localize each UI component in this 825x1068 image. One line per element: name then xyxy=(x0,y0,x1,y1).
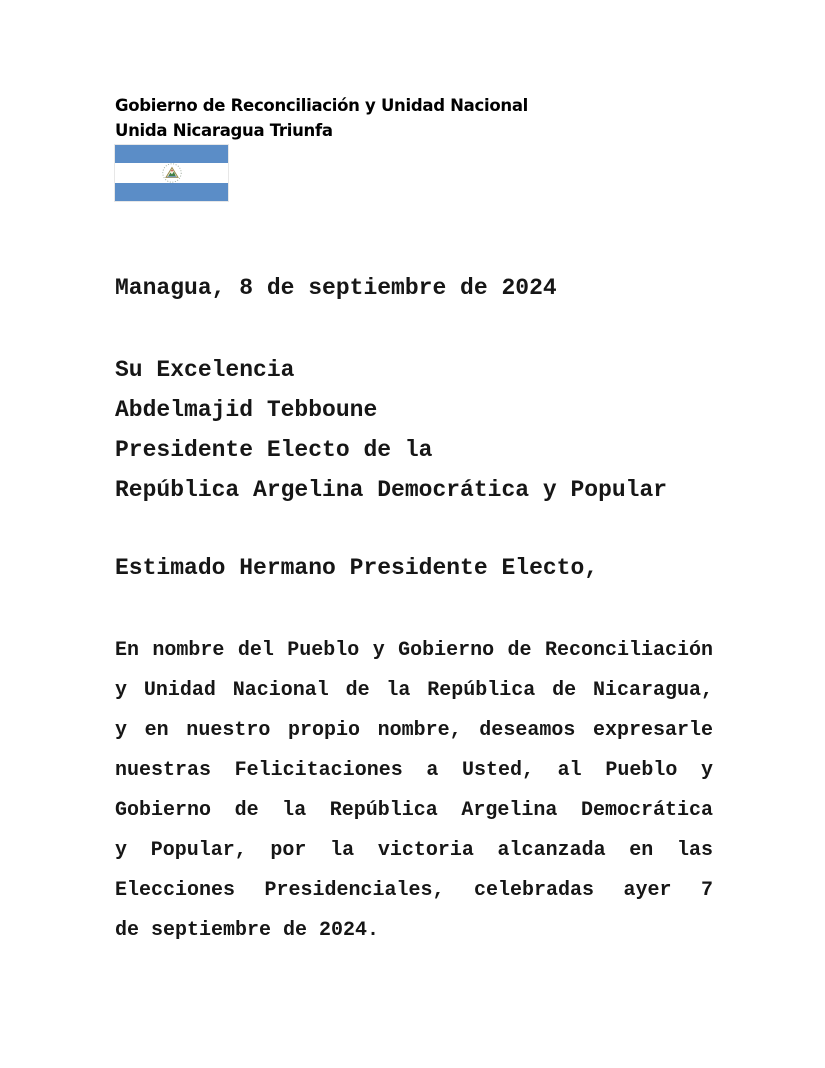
salutation: Estimado Hermano Presidente Electo, xyxy=(115,555,599,581)
letterhead-motto: Unida Nicaragua Triunfa xyxy=(115,121,333,140)
body-line: y en nuestro propio nombre, deseamos expresarle xyxy=(115,719,713,742)
recipient-block xyxy=(115,350,667,510)
recipient-line: República Argelina Democrática y Popular xyxy=(115,477,668,503)
recipient-line: Presidente Electo de la xyxy=(115,437,433,463)
nicaragua-coat-of-arms-icon xyxy=(161,162,183,184)
body-line: Elecciones Presidenciales, celebradas ayer 7 xyxy=(115,879,713,902)
recipient-line: Abdelmajid Tebboune xyxy=(115,397,378,423)
letterhead xyxy=(115,93,528,143)
body-line: nuestras Felicitaciones a Usted, al Pueblo y xyxy=(115,759,713,782)
nicaragua-flag-image xyxy=(115,145,228,201)
body-line: y Popular, por la victoria alcanzada en las xyxy=(115,839,713,862)
recipient-line: Su Excelencia xyxy=(115,357,295,383)
flag-blue-stripe-bottom xyxy=(115,183,228,201)
dateline: Managua, 8 de septiembre de 2024 xyxy=(115,275,557,301)
flag-blue-stripe-top xyxy=(115,145,228,163)
body-line: Gobierno de la República Argelina Democrática xyxy=(115,799,713,822)
body-line: En nombre del Pueblo y Gobierno de Reconciliación xyxy=(115,639,713,662)
letterhead-government-name: Gobierno de Reconciliación y Unidad Nacional xyxy=(115,96,529,115)
body-line: y Unidad Nacional de la República de Nicaragua, xyxy=(115,679,713,702)
letter-body xyxy=(115,631,713,951)
body-line: de septiembre de 2024. xyxy=(115,919,380,942)
